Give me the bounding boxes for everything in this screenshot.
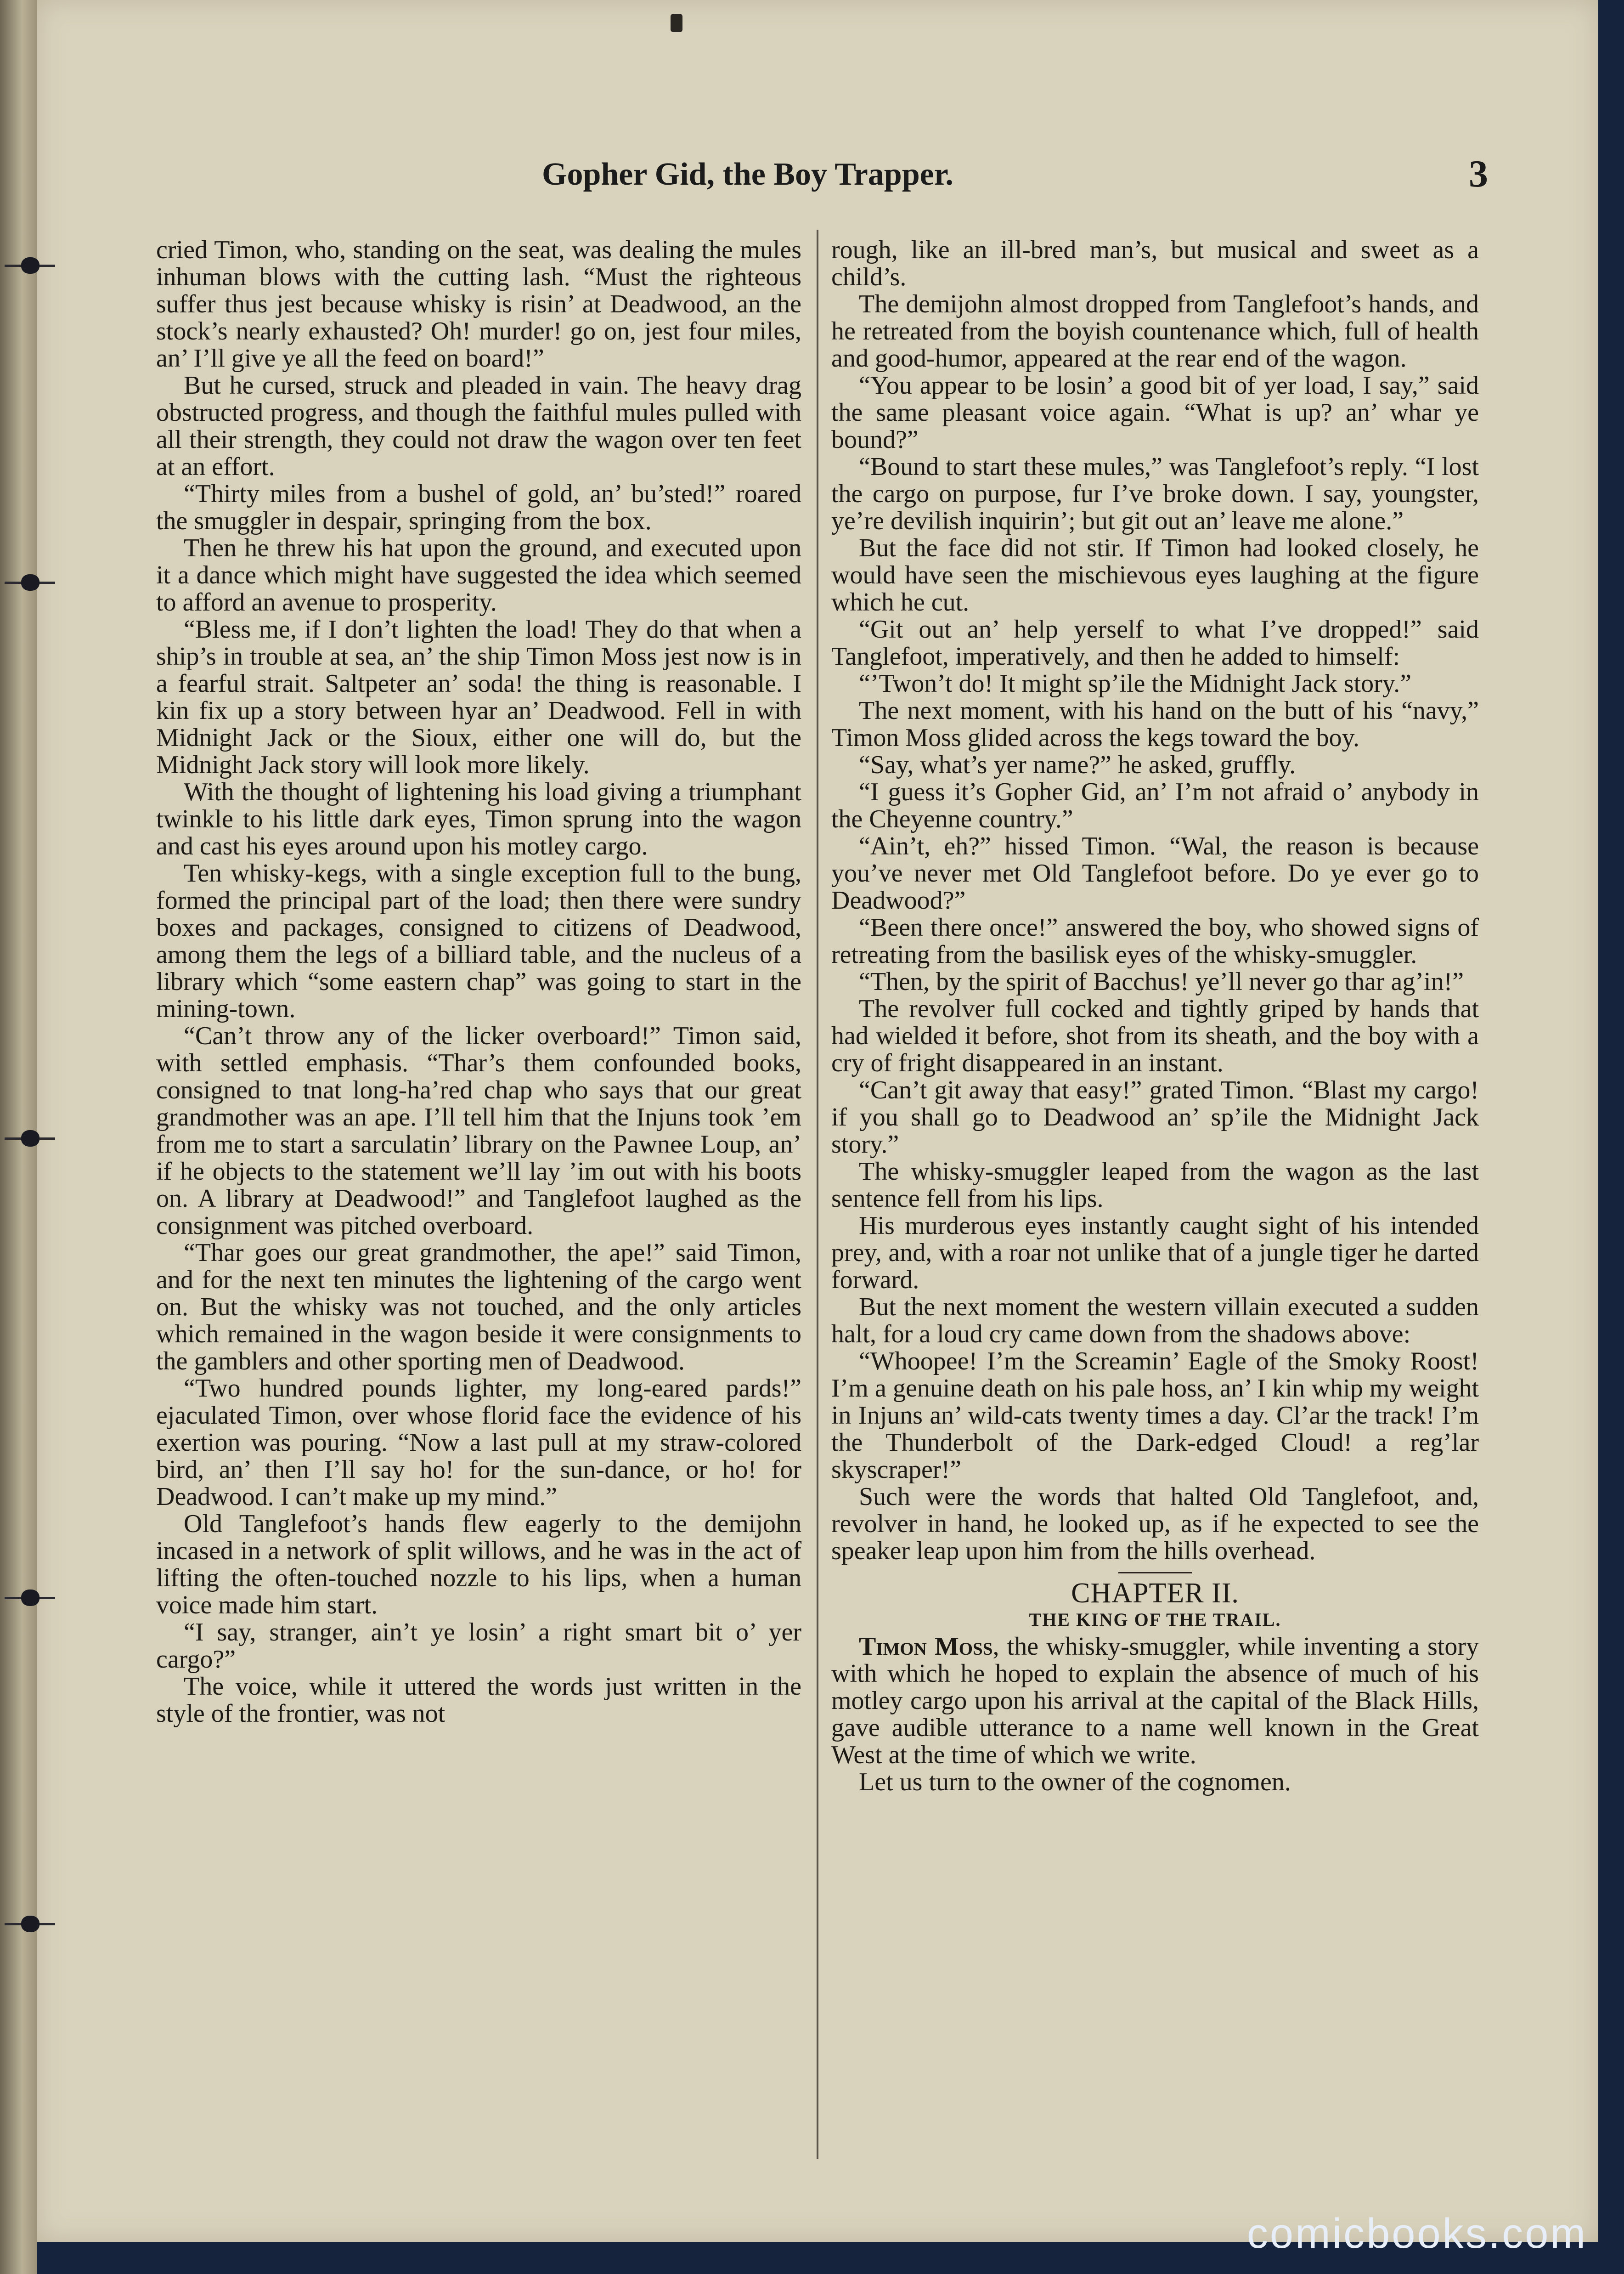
paragraph: “Then, by the spirit of Bacchus! ye’ll never go thar ag’in!” [859, 967, 1464, 996]
paragraph: The revolver full cocked and tightly griped by hands that had wielded it before, shot from its sheath, and the boy with a cry of fright disappeared in an instant. [831, 995, 1479, 1077]
paragraph: The voice, while it uttered the words just written in the style of the frontier, was not [156, 1672, 801, 1728]
paragraph: “Whoopee! I’m the Screamin’ Eagle of the Smoky Roost! I’m a genuine death on his pale hoss, an’ I kin whip my weight in Injuns an’ wild-cats twenty times a day. Cl’ar the track! I’m the Thunderbolt of the Dark-edged Cloud! a reg’lar skyscraper!” [831, 1347, 1479, 1484]
paragraph: With the thought of lightening his load giving a triumphant twinkle to his little dark eyes, Timon sprung into the wagon and cast his eyes around upon his motley cargo. [156, 778, 801, 860]
paragraph: The whisky-smuggler leaped from the wagon as the last sentence fell from his lips. [831, 1157, 1479, 1213]
column-divider [817, 230, 818, 2159]
paragraph: “Been there once!” answered the boy, who showed signs of retreating from the basilisk eyes of the whisky-smuggler. [831, 913, 1479, 969]
right-column [831, 237, 1479, 1796]
paragraph: “Git out an’ help yerself to what I’ve dropped!” said Tanglefoot, imperatively, and then he added to himself: [831, 615, 1479, 671]
paragraph: “You appear to be losin’ a good bit of yer load, I say,” said the same pleasant voice again. “What is up? an’ whar ye bound?” [831, 371, 1479, 454]
paragraph: “Thar goes our great grandmother, the ape!” said Timon, and for the next ten minutes the lightening of the cargo went on. But the whisky was not touched, and the only articles which remained in the wagon beside it were consignments to the gamblers and other sporting men of Deadwood. [156, 1239, 801, 1375]
paragraph: “Bound to start these mules,” was Tanglefoot’s reply. “I lost the cargo on purpose, fur I’ve broke down. I say, youngster, ye’re devilish inquirin’; but git out an’ leave me alone.” [831, 453, 1479, 535]
binding-stitch-icon [5, 1590, 55, 1606]
paragraph: The demijohn almost dropped from Tanglefoot’s hands, and he retreated from the boyish countenance which, full of health and good-humor, appeared at the rear end of the wagon. [831, 290, 1479, 373]
paragraph: “I say, stranger, ain’t ye losin’ a right smart bit o’ yer cargo?” [156, 1618, 801, 1674]
paragraph: “’Twon’t do! It might sp’ile the Midnight Jack story.” [859, 669, 1411, 698]
paragraph: cried Timon, who, standing on the seat, was dealing the mules inhuman blows with the cutting lash. “Must the righteous suffer thus jest because whisky is risin’ at Deadwood, an the stock’s nearly exhausted? Oh! murder! go on, jest four miles, an’ I’ll give ye all the feed on board!” [156, 236, 801, 373]
running-title: Gopher Gid, the Boy Trapper. [542, 157, 953, 192]
chapter-rule [1118, 1572, 1192, 1573]
paragraph: The next moment, with his hand on the butt of his “navy,” Timon Moss glided across the kegs toward the boy. [831, 696, 1479, 752]
left-column [156, 237, 801, 1727]
paragraph-text: , the whisky-smuggler, while inventing a story with which he hoped to explain the absence of much of his motley cargo upon his arrival at the capital of the Black Hills, gave audible utterance to a name well known in the Great West at the time of which we write. [831, 1632, 1479, 1769]
paragraph: Then he threw his hat upon the ground, and executed upon it a dance which might have suggested the idea which seemed to afford an avenue to prosperity. [156, 534, 801, 617]
paragraph: “Can’t git away that easy!” grated Timon. “Blast my cargo! if you shall go to Deadwood an’ sp’ile the Midnight Jack story.” [831, 1076, 1479, 1159]
paragraph: “Can’t throw any of the licker overboard!” Timon said, with settled emphasis. “Thar’s them confounded books, consigned to tnat long-ha’red chap who says that our great grandmother was an ape. I’ll tell him that the Injuns took ’em from me to start a sarculatin’ library on the Pawnee Loup, an’ if he objects to the statement we’ll lay ’im out with his boots on. A library at Deadwood!” and Tanglefoot laughed as the consignment was pitched overboard. [156, 1022, 801, 1240]
paragraph: “Bless me, if I don’t lighten the load! They do that when a ship’s in trouble at sea, an’ the ship Timon Moss jest now is in a fearful strait. Saltpeter an’ soda! the thing is reasonable. I kin fix up a story between hyar an’ Deadwood. Fell in with Midnight Jack or the Sioux, either one will do, but the Midnight Jack story will look more likely. [156, 615, 801, 779]
paragraph: But the next moment the western villain executed a sudden halt, for a loud cry came down from the shadows above: [831, 1293, 1479, 1348]
running-header [542, 152, 1488, 202]
paragraph: Such were the words that halted Old Tanglefoot, and, revolver in hand, he looked up, as if he expected to see the speaker leap upon him from the hills overhead. [831, 1482, 1479, 1565]
lead-name: Timon Moss [859, 1632, 993, 1661]
watermark: comicbooks.com [1246, 2210, 1587, 2257]
paragraph: “Ain’t, eh?” hissed Timon. “Wal, the reason is because you’ve never met Old Tanglefoot before. Do ye ever go to Deadwood?” [831, 832, 1479, 915]
paragraph: Ten whisky-kegs, with a single exception full to the bung, formed the principal part of the load; then there were sundry boxes and packages, consigned to citizens of Deadwood, among them the legs of a billiard table, and the nucleus of a library which “some eastern chap” was going to start in the mining-town. [156, 859, 801, 1023]
paragraph: “I guess it’s Gopher Gid, an’ I’m not afraid o’ anybody in the Cheyenne country.” [831, 778, 1479, 833]
page-number: 3 [1469, 153, 1488, 195]
paragraph: “Thirty miles from a bushel of gold, an’ bu’sted!” roared the smuggler in despair, springing from the box. [156, 480, 801, 535]
binding-stitch-icon [5, 1916, 55, 1932]
paragraph: rough, like an ill-bred man’s, but musical and sweet as a child’s. [831, 236, 1479, 291]
paragraph: But he cursed, struck and pleaded in vain. The heavy drag obstructed progress, and though the faithful mules pulled with all their strength, they could not draw the wagon over ten feet at an effort. [156, 371, 801, 481]
chapter-first-paragraph [831, 1633, 1479, 1769]
paragraph: His murderous eyes instantly caught sight of his intended prey, and, with a roar not unlike that of a jungle tiger he darted forward. [831, 1211, 1479, 1294]
top-binding-mark [671, 14, 682, 32]
binding-stitch-icon [5, 257, 55, 274]
chapter-heading: CHAPTER II. [1071, 1578, 1239, 1609]
paragraph: Old Tanglefoot’s hands flew eagerly to the demijohn incased in a network of split willows, and he was in the act of lifting the often-touched nozzle to his lips, when a human voice made him start. [156, 1510, 801, 1619]
paragraph: “Two hundred pounds lighter, my long-eared pards!” ejaculated Timon, over whose florid face the evidence of his exertion was pouring. “Now a last pull at my straw-colored bird, an’ then I’ll say ho! for the sun-dance, or ho! for Deadwood. I can’t make up my mind.” [156, 1374, 801, 1511]
paragraph: “Say, what’s yer name?” he asked, gruffly. [859, 751, 1296, 779]
binding-stitch-icon [5, 574, 55, 591]
chapter-subheading: THE KING OF THE TRAIL. [1029, 1609, 1281, 1630]
paragraph: But the face did not stir. If Timon had looked closely, he would have seen the mischievous eyes laughing at the figure which he cut. [831, 534, 1479, 617]
binding-stitch-icon [5, 1130, 55, 1147]
paragraph: Let us turn to the owner of the cognomen. [859, 1768, 1291, 1796]
